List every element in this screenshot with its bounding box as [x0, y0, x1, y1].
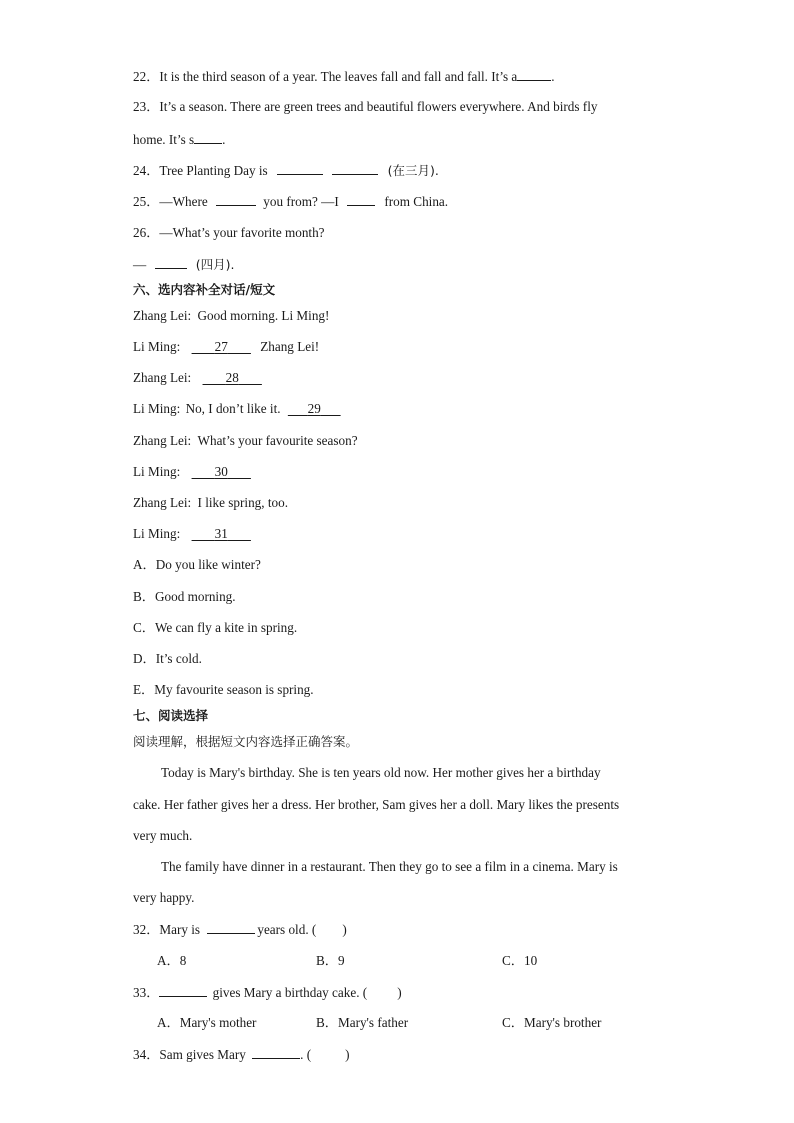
question-34: 34．Sam gives Mary . ( )	[133, 1047, 350, 1062]
passage-line: Today is Mary's birthday. She is ten years old now. Her mother gives her a birthday	[161, 765, 601, 780]
numbered-blank[interactable]: 28	[225, 370, 239, 385]
choice-b[interactable]	[133, 588, 236, 606]
choice-letter: A．	[133, 557, 156, 572]
choice-letter: E．	[133, 682, 155, 697]
passage-line: very much.	[133, 828, 193, 843]
speaker: Zhang Lei:	[133, 370, 192, 385]
answer-blank[interactable]	[155, 255, 187, 269]
option-c[interactable]: C．Mary's brother	[502, 1015, 602, 1030]
answer-blank[interactable]	[347, 192, 375, 206]
question-number: 26．	[133, 225, 160, 240]
passage-line: The family have dinner in a restaurant. Then they go to see a film in a cinema. Mary is	[161, 859, 618, 874]
option-c[interactable]: C．10	[502, 953, 538, 968]
section-heading: 七、阅读选择	[133, 708, 209, 723]
dialogue-line: Zhang Lei: What’s your favourite season?	[133, 433, 358, 448]
question-text: It is the third season of a year. The leaves fall and fall and fall. It’s a	[159, 69, 518, 84]
question-23-line-2: home. It’s s .	[133, 132, 226, 147]
dialogue-line: Li Ming: 27 Zhang Lei!	[133, 339, 320, 354]
section-instruction: 阅读理解，根据短文内容选择正确答案。	[133, 734, 359, 749]
option-a[interactable]: A．Mary's mother	[157, 1015, 257, 1030]
speaker: Li Ming:	[133, 401, 181, 416]
passage-line: cake. Her father gives her a dress. Her brother, Sam gives her a doll. Mary likes the presents	[133, 797, 620, 812]
answer-blank[interactable]	[159, 983, 207, 997]
answer-blank[interactable]	[207, 920, 255, 934]
numbered-blank[interactable]: 29	[307, 401, 321, 416]
speaker: Li Ming:	[133, 339, 181, 354]
choice-c[interactable]	[133, 619, 297, 637]
speaker: Li Ming:	[133, 464, 181, 479]
answer-blank[interactable]	[216, 192, 256, 206]
question-number: 32．	[133, 922, 160, 937]
choice-text: Do you like winter?	[155, 557, 261, 572]
speaker: Zhang Lei:	[133, 495, 192, 510]
choice-text: Good morning.	[154, 589, 236, 604]
chinese-hint: (在三月).	[387, 163, 439, 178]
answer-blank[interactable]	[252, 1045, 300, 1059]
numbered-blank[interactable]: 30	[214, 464, 228, 479]
numbered-blank[interactable]: 31	[214, 526, 228, 541]
dialogue-line: Li Ming: No, I don’t like it. 29	[133, 400, 341, 418]
question-text: —What’s your favorite month?	[159, 225, 325, 240]
choice-a[interactable]	[133, 556, 261, 574]
option-b[interactable]: B．9	[316, 953, 345, 968]
question-33: 33． gives Mary a birthday cake. ( )	[133, 985, 402, 1000]
speaker: Li Ming:	[133, 526, 181, 541]
choice-d[interactable]	[133, 650, 202, 668]
choice-letter: C．	[133, 620, 155, 635]
chinese-hint: (四月).	[195, 257, 235, 272]
question-number: 33．	[133, 985, 160, 1000]
answer-blank[interactable]	[332, 161, 378, 175]
choice-text: My favourite season is spring.	[154, 682, 314, 697]
question-number: 24．	[133, 163, 160, 178]
dialogue-line: Zhang Lei: I like spring, too.	[133, 495, 289, 510]
option-b[interactable]: B．Mary's father	[316, 1015, 409, 1030]
dialogue-line	[133, 463, 251, 481]
question-26	[133, 224, 325, 242]
choice-text: It’s cold.	[155, 651, 202, 666]
answer-blank[interactable]	[194, 130, 222, 144]
question-number: 25．	[133, 194, 160, 209]
speaker: Zhang Lei:	[133, 308, 192, 323]
question-25: 25．—Where you from? —I from China.	[133, 194, 449, 209]
question-24	[133, 161, 439, 180]
choice-letter: D．	[133, 651, 156, 666]
dialogue-line: Zhang Lei: Good morning. Li Ming!	[133, 308, 330, 323]
question-22: 22．It is the third season of a year. The leaves fall and fall and fall. It’s a .	[133, 69, 555, 84]
question-23	[133, 98, 597, 116]
choice-letter: B．	[133, 589, 155, 604]
dialogue-line	[133, 525, 251, 543]
question-26-answer-line: — (四月).	[133, 257, 235, 272]
choice-text: We can fly a kite in spring.	[154, 620, 298, 635]
answer-blank[interactable]	[277, 161, 323, 175]
question-number: 22．	[133, 69, 160, 84]
question-32: 32．Mary is years old. ( )	[133, 922, 347, 937]
question-number: 34．	[133, 1047, 160, 1062]
option-a[interactable]: A．8	[157, 953, 187, 968]
numbered-blank[interactable]: 27	[214, 339, 228, 354]
passage-line: very happy.	[133, 890, 195, 905]
answer-blank[interactable]	[517, 67, 551, 81]
dialogue-line	[133, 369, 262, 387]
question-text: It’s a season. There are green trees and beautiful flowers everywhere. And birds fly	[159, 99, 598, 114]
question-text: Tree Planting Day is	[159, 163, 268, 178]
speaker: Zhang Lei:	[133, 433, 192, 448]
section-heading: 六、选内容补全对话/短文	[133, 282, 276, 297]
choice-e[interactable]	[133, 681, 314, 699]
question-number: 23．	[133, 99, 160, 114]
